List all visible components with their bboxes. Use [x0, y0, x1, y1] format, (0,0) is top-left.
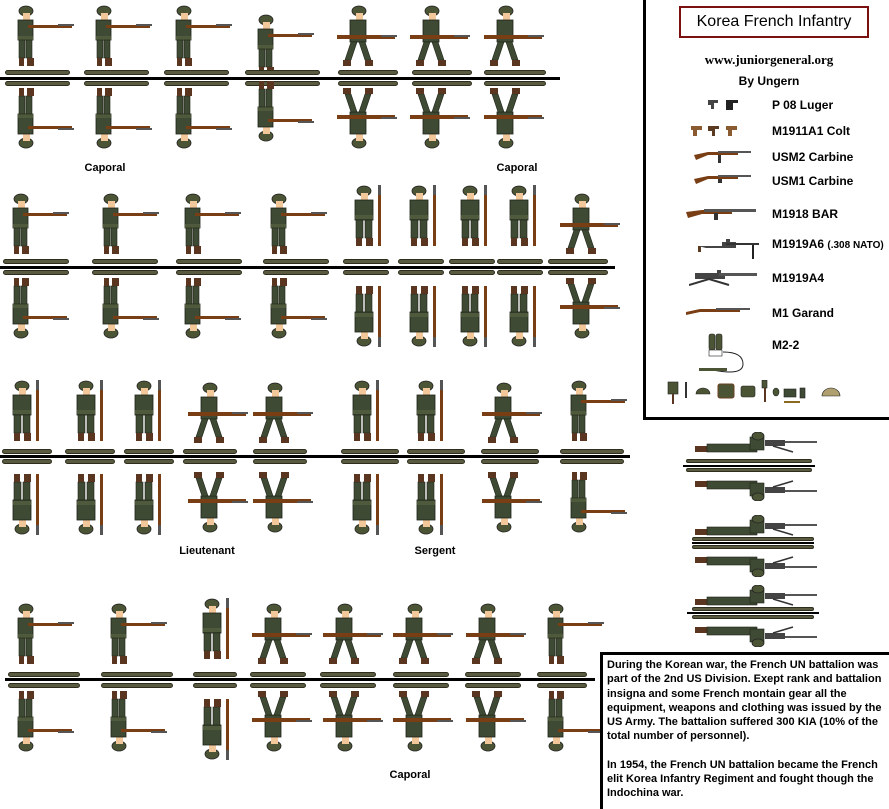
weapon-label: M1918 BAR [772, 207, 839, 221]
figure-base [320, 672, 376, 677]
weapon-row-colt [646, 121, 889, 143]
soldier-figure-mirrored [560, 277, 635, 339]
figure-base [686, 459, 812, 463]
figure-base [548, 270, 608, 275]
soldier-figure-throwing [348, 380, 393, 450]
prone-mg-gunner-mirrored [695, 472, 825, 501]
weapon-label: M1919A4 [772, 271, 825, 285]
soldier-figure-mirrored [10, 690, 85, 752]
figure-base [481, 459, 539, 464]
soldier-figure-mirrored [263, 277, 338, 339]
rank-label-caporal: Caporal [389, 769, 431, 781]
rifle-icon [686, 306, 751, 318]
author-credit: By Ungern [738, 74, 800, 88]
figure-base [484, 81, 546, 86]
site-url: www.juniorgeneral.org [704, 52, 834, 67]
figure-base [176, 259, 242, 264]
figure-base [393, 683, 449, 688]
figure-base [465, 672, 521, 677]
row-separator [692, 542, 814, 544]
soldier-figure-mirrored [350, 277, 390, 347]
weapon-row-m2-2 [646, 335, 889, 375]
tripod-machine-gun-icon [689, 267, 757, 291]
figure-base [484, 70, 546, 75]
row-separator [0, 455, 630, 458]
figure-base [8, 672, 80, 677]
soldier-figure-pointing [350, 185, 390, 255]
soldier-figure-mirrored [103, 690, 178, 752]
figure-base [250, 683, 306, 688]
figure-base [338, 81, 398, 86]
soldier-figure-mirrored [412, 465, 457, 535]
soldier-figure-mirrored [95, 277, 170, 339]
weapon-row-luger [646, 95, 889, 117]
helmet-icon [696, 388, 710, 394]
soldier-figure-walking [252, 603, 312, 665]
field-pack-icon [822, 388, 840, 396]
soldier-figure-mirrored [253, 465, 318, 533]
figure-base [193, 683, 237, 688]
soldier-figure-mirrored [410, 87, 480, 149]
weapon-label: USM2 Carbine [772, 150, 854, 164]
soldier-figure-walking [323, 603, 383, 665]
figure-base [101, 672, 173, 677]
figure-base [92, 270, 158, 275]
weapon-label: M2-2 [772, 338, 800, 352]
figure-base [341, 449, 399, 454]
figure-base [407, 449, 465, 454]
canteen-icon [800, 388, 805, 398]
figure-base [341, 459, 399, 464]
figure-base [412, 81, 472, 86]
weapon-note: (.308 NATO) [827, 240, 884, 251]
shovel-icon [668, 382, 678, 404]
soldier-figure-mirrored [72, 465, 117, 535]
figure-base [263, 270, 329, 275]
weapon-row-bar [646, 204, 889, 226]
pack-icon [718, 384, 734, 398]
soldier-figure-aiming [5, 193, 80, 255]
soldier-figure-sergent-pointing [412, 380, 457, 450]
soldier-figure-walking [484, 5, 554, 67]
prone-mg-gunner-m1919a4 [695, 432, 825, 461]
description-paragraph-2: In 1954, the French UN battalion became the French elit Korea Infantry Regiment and fought though the Indochina war. [607, 758, 878, 800]
figure-base [2, 459, 52, 464]
grenade-icon [773, 388, 779, 396]
figure-base [343, 270, 389, 275]
soldier-figure-mirrored [456, 277, 496, 347]
soldier-figure-standing [72, 380, 117, 450]
rank-label-sergent: Sergent [414, 545, 456, 557]
row-separator [5, 678, 595, 681]
figure-base [101, 683, 173, 688]
figure-base [164, 70, 229, 75]
figure-base [183, 459, 237, 464]
soldier-figure-walking [466, 603, 526, 665]
soldier-figure-mirrored [88, 87, 158, 149]
soldier-figure-aiming [95, 193, 170, 255]
soldier-figure-bar-gunner [10, 603, 85, 665]
figure-base [5, 81, 70, 86]
soldier-figure-standing [456, 185, 496, 255]
soldier-figure-aiming [177, 193, 252, 255]
soldier-figure-running [560, 193, 635, 255]
figure-base [245, 70, 320, 75]
soldier-figure-mirrored [130, 465, 175, 535]
figure-base [245, 81, 320, 86]
description-paragraph-1: During the Korean war, the French UN battalion was part of the 2nd US Division. Exept rank and battalion insigna and some French montain gear all the equipment, weapons and clothing was issued by the US Army. The battalion suffered 300 KIA (10% of the total number of personnel). [607, 659, 882, 743]
figure-base [164, 81, 229, 86]
figure-base [343, 259, 389, 264]
figure-base [560, 449, 624, 454]
soldier-figure-mirrored [323, 690, 383, 752]
bayonet-icon [685, 382, 687, 398]
figure-base [407, 459, 465, 464]
figure-base [449, 270, 495, 275]
soldier-figure-walking [410, 5, 480, 67]
weapon-row-m1919a4 [646, 268, 889, 290]
figure-base [193, 672, 237, 677]
soldier-figure-bar-gunner [563, 380, 628, 448]
soldier-figure-standing [198, 598, 238, 668]
soldier-figure-walking [337, 5, 407, 67]
figure-base [548, 259, 608, 264]
figure-base [253, 449, 307, 454]
machine-gun-icon [696, 232, 761, 262]
soldier-figure-mirrored [168, 87, 238, 149]
soldier-figure-aiming [263, 193, 338, 255]
soldier-figure-mirrored [505, 277, 545, 347]
soldier-figure-mirrored [8, 465, 53, 535]
soldier-figure-mirrored [405, 277, 445, 347]
figure-base [398, 259, 444, 264]
figure-base [3, 259, 69, 264]
entrenching-tool-icon [762, 380, 767, 402]
row-separator [0, 266, 615, 269]
soldier-figure-mirrored [393, 690, 453, 752]
rank-label-lieutenant: Lieutenant [179, 545, 235, 557]
soldier-figure-mirrored [188, 465, 248, 533]
soldier-figure-mirrored [252, 690, 312, 752]
soldier-figure-lieutenant-pistol [188, 382, 248, 450]
figure-base [5, 70, 70, 75]
figure-base [398, 270, 444, 275]
figure-base [560, 459, 624, 464]
page-title: Korea French Infantry [679, 6, 869, 38]
figure-base [320, 683, 376, 688]
soldier-figure-mirrored [10, 87, 80, 149]
soldier-figure-mirrored [563, 465, 628, 533]
figure-base [449, 259, 495, 264]
soldier-figure-standing [8, 380, 53, 450]
figure-base [537, 683, 587, 688]
weapon-label: M1911A1 Colt [772, 124, 851, 138]
soldier-figure-mirrored [337, 87, 407, 149]
weapon-row-usm1 [646, 171, 889, 193]
ammo-box-icon [784, 389, 800, 403]
figure-base [92, 259, 158, 264]
weapon-row-m1919a6 [646, 234, 889, 256]
gear-icons [666, 380, 866, 408]
soldier-figure-mirrored [198, 690, 238, 760]
figure-base [253, 459, 307, 464]
figure-base [338, 70, 398, 75]
weapon-label: USM1 Carbine [772, 174, 854, 188]
figure-base [3, 270, 69, 275]
soldier-figure-standing [405, 185, 445, 255]
soldier-figure-mirrored [484, 87, 554, 149]
carbine-icon [694, 149, 752, 165]
figure-base [692, 537, 814, 541]
figure-base [176, 270, 242, 275]
figure-base [65, 449, 115, 454]
figure-base [393, 672, 449, 677]
weapons-legend-panel [643, 0, 889, 420]
weapon-label: P 08 Luger [772, 98, 834, 112]
weapon-label-text: M1919A6 [772, 237, 825, 251]
soldier-figure-running [253, 382, 318, 450]
figure-base [692, 607, 814, 611]
gear-icons-row [666, 380, 866, 413]
soldier-figure-walking [482, 382, 547, 450]
figure-base [84, 70, 149, 75]
figure-base [263, 259, 329, 264]
soldier-figure-mirrored [250, 87, 330, 142]
bar-rifle-icon [686, 206, 758, 222]
figure-base [2, 449, 52, 454]
soldier-figure-kneeling [250, 14, 330, 69]
pistol-icon [708, 98, 748, 112]
soldier-figure-standing [505, 185, 545, 255]
row-separator [687, 612, 819, 614]
rank-label-caporal: Caporal [496, 162, 538, 174]
figure-base [250, 672, 306, 677]
soldier-figure-mirrored [348, 465, 393, 535]
figure-base [412, 70, 472, 75]
soldier-figure-aiming [88, 5, 158, 67]
soldier-figure-walking [393, 603, 453, 665]
soldier-figure-standing [130, 380, 175, 450]
soldier-figure-mirrored [540, 690, 600, 752]
pouch-icon [741, 386, 755, 397]
weapon-label [772, 237, 884, 251]
figure-base [537, 672, 587, 677]
figure-base [465, 683, 521, 688]
carbine-icon [694, 173, 752, 189]
soldier-figure-mirrored [466, 690, 526, 752]
rank-label-caporal: Caporal [84, 162, 126, 174]
figure-base [497, 259, 543, 264]
figure-base [481, 449, 539, 454]
weapon-label: M1 Garand [772, 306, 835, 320]
prone-bar-gunner-mirrored [695, 548, 825, 577]
figure-base [124, 459, 174, 464]
figure-base [497, 270, 543, 275]
soldier-figure-pistol [540, 603, 600, 665]
soldier-figure-mirrored [5, 277, 80, 339]
figure-base [84, 81, 149, 86]
row-separator [0, 77, 560, 80]
soldier-figure-mirrored [482, 465, 547, 533]
soldier-figure-aiming [10, 5, 80, 67]
row-separator [683, 465, 815, 467]
prone-mg-gunner-mirrored [695, 618, 825, 647]
figure-base [65, 459, 115, 464]
figure-base [8, 683, 80, 688]
history-description-panel [600, 652, 889, 809]
weapon-row-usm2 [646, 147, 889, 169]
flamethrower-icon [699, 332, 759, 377]
figure-base [124, 449, 174, 454]
pistol-icon [691, 124, 751, 138]
soldier-figure-bar-gunner [103, 603, 178, 665]
soldier-figure-aiming [168, 5, 238, 67]
soldier-figure-mirrored [177, 277, 252, 339]
weapon-row-garand [646, 303, 889, 325]
figure-base [183, 449, 237, 454]
